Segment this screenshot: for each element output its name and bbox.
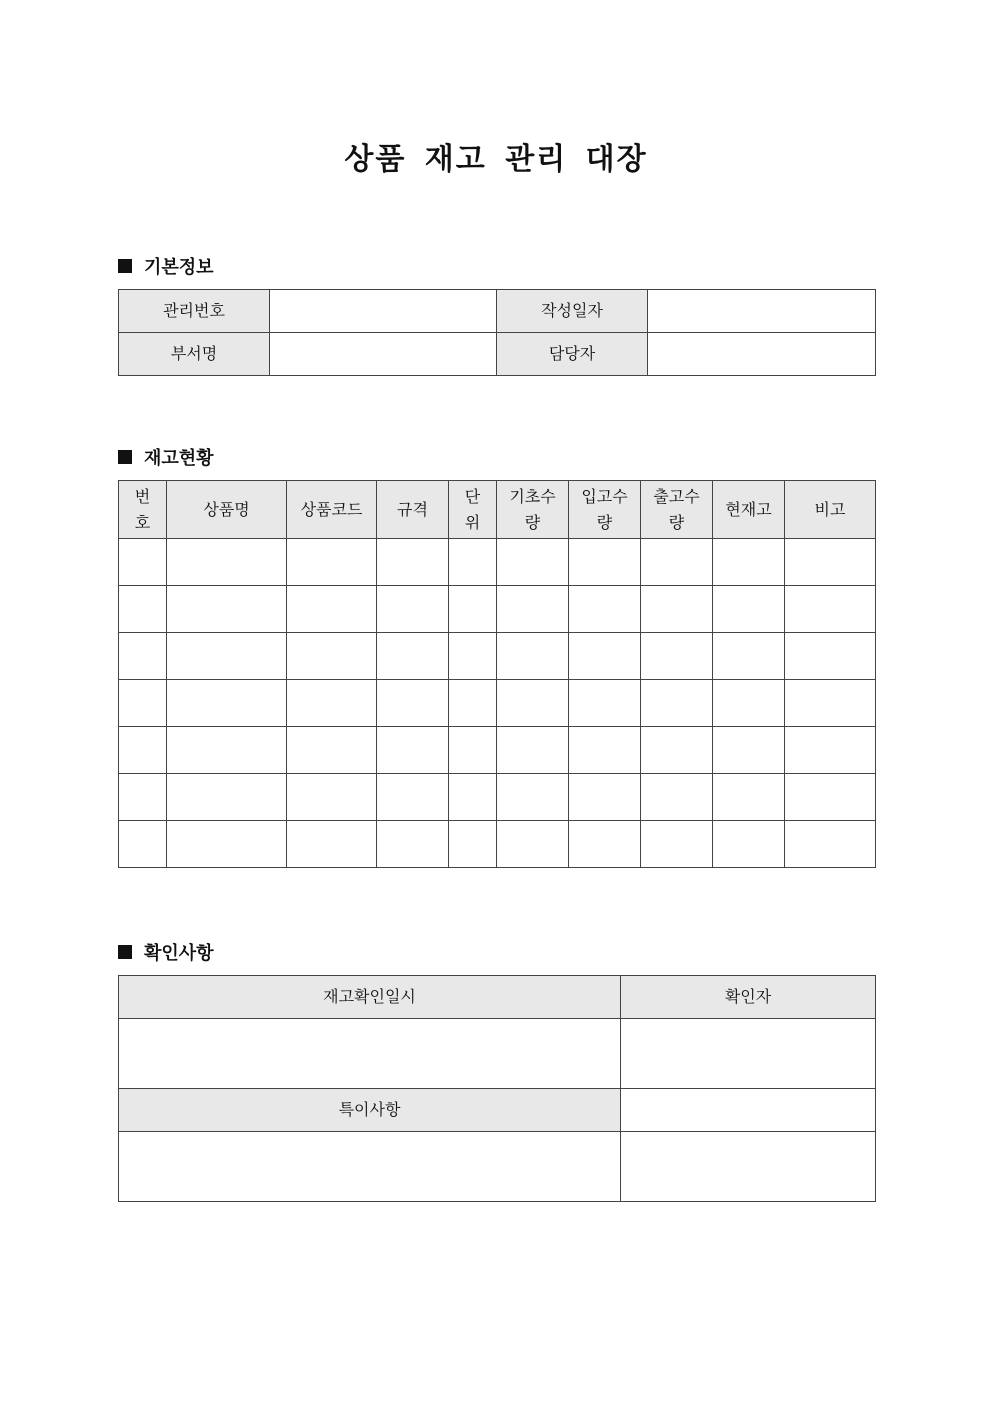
cell-opening-qty[interactable] bbox=[497, 774, 569, 821]
cell-current-stock[interactable] bbox=[713, 680, 785, 727]
table-row bbox=[119, 821, 876, 868]
field-checker[interactable] bbox=[621, 1019, 876, 1089]
field-notes-extra[interactable] bbox=[621, 1132, 876, 1202]
cell-opening-qty[interactable] bbox=[497, 539, 569, 586]
cell-product-name[interactable] bbox=[167, 680, 287, 727]
label-manager: 담당자 bbox=[497, 333, 648, 376]
col-header-unit-label: 단 위 bbox=[464, 486, 481, 532]
col-header-outbound-qty-label: 출고수 량 bbox=[653, 486, 700, 532]
cell-opening-qty[interactable] bbox=[497, 586, 569, 633]
cell-product-code[interactable] bbox=[287, 680, 377, 727]
cell-unit[interactable] bbox=[449, 821, 497, 868]
col-header-current-stock-label: 현재고 bbox=[725, 499, 772, 519]
stock-header-row bbox=[119, 481, 876, 539]
cell-outbound-qty[interactable] bbox=[641, 821, 713, 868]
col-header-inbound-qty bbox=[569, 481, 641, 539]
cell-spec[interactable] bbox=[377, 539, 449, 586]
field-department[interactable] bbox=[270, 333, 497, 376]
square-bullet-icon bbox=[118, 945, 132, 959]
cell-inbound-qty[interactable] bbox=[569, 821, 641, 868]
section-heading-basic-label: 기본정보 bbox=[144, 257, 214, 278]
cell-product-name[interactable] bbox=[167, 633, 287, 680]
stock-table-body bbox=[119, 539, 876, 868]
table-row bbox=[119, 290, 876, 333]
cell-spec[interactable] bbox=[377, 821, 449, 868]
col-header-current-stock bbox=[713, 481, 785, 539]
document-title: 상품 재고 관리 대장 bbox=[344, 142, 648, 177]
cell-inbound-qty[interactable] bbox=[569, 774, 641, 821]
col-header-unit bbox=[449, 481, 497, 539]
table-row bbox=[119, 539, 876, 586]
basic-info-table bbox=[118, 289, 876, 376]
cell-inbound-qty[interactable] bbox=[569, 680, 641, 727]
cell-spec[interactable] bbox=[377, 680, 449, 727]
cell-remarks[interactable] bbox=[785, 727, 876, 774]
label-notes: 특이사항 bbox=[119, 1089, 621, 1132]
square-bullet-icon bbox=[118, 259, 132, 273]
cell-current-stock[interactable] bbox=[713, 821, 785, 868]
cell-unit[interactable] bbox=[449, 680, 497, 727]
field-manage-no[interactable] bbox=[270, 290, 497, 333]
cell-inbound-qty[interactable] bbox=[569, 633, 641, 680]
cell-product-name[interactable] bbox=[167, 539, 287, 586]
cell-spec[interactable] bbox=[377, 774, 449, 821]
cell-unit[interactable] bbox=[449, 727, 497, 774]
cell-outbound-qty[interactable] bbox=[641, 727, 713, 774]
field-notes[interactable] bbox=[119, 1132, 621, 1202]
cell-current-stock[interactable] bbox=[713, 539, 785, 586]
table-row bbox=[119, 727, 876, 774]
cell-opening-qty[interactable] bbox=[497, 633, 569, 680]
cell-current-stock[interactable] bbox=[713, 633, 785, 680]
cell-outbound-qty[interactable] bbox=[641, 774, 713, 821]
label-manage-no: 관리번호 bbox=[119, 290, 270, 333]
field-manager[interactable] bbox=[648, 333, 876, 376]
cell-product-name[interactable] bbox=[167, 727, 287, 774]
cell-product-code[interactable] bbox=[287, 774, 377, 821]
cell-product-code[interactable] bbox=[287, 633, 377, 680]
field-notes-right[interactable] bbox=[621, 1089, 876, 1132]
section-heading-basic bbox=[118, 253, 214, 279]
table-row bbox=[119, 633, 876, 680]
label-date: 작성일자 bbox=[497, 290, 648, 333]
table-row bbox=[119, 333, 876, 376]
confirmation-table bbox=[118, 975, 876, 1202]
cell-outbound-qty[interactable] bbox=[641, 680, 713, 727]
table-row bbox=[119, 976, 876, 1019]
table-row bbox=[119, 680, 876, 727]
cell-outbound-qty[interactable] bbox=[641, 539, 713, 586]
cell-inbound-qty[interactable] bbox=[569, 539, 641, 586]
cell-inbound-qty[interactable] bbox=[569, 586, 641, 633]
cell-remarks[interactable] bbox=[785, 680, 876, 727]
col-header-spec bbox=[377, 481, 449, 539]
col-header-product-name bbox=[167, 481, 287, 539]
cell-unit[interactable] bbox=[449, 633, 497, 680]
label-department: 부서명 bbox=[119, 333, 270, 376]
cell-product-name[interactable] bbox=[167, 774, 287, 821]
col-header-no-label: 번 호 bbox=[134, 486, 151, 532]
cell-spec[interactable] bbox=[377, 633, 449, 680]
cell-no[interactable] bbox=[119, 727, 167, 774]
cell-product-name[interactable] bbox=[167, 821, 287, 868]
cell-unit[interactable] bbox=[449, 774, 497, 821]
label-checker: 확인자 bbox=[621, 976, 876, 1019]
col-header-remarks-label: 비고 bbox=[814, 499, 846, 519]
col-header-remarks bbox=[785, 481, 876, 539]
cell-remarks[interactable] bbox=[785, 539, 876, 586]
section-heading-stock-label: 재고현황 bbox=[144, 448, 214, 469]
col-header-product-code bbox=[287, 481, 377, 539]
cell-inbound-qty[interactable] bbox=[569, 727, 641, 774]
cell-product-code[interactable] bbox=[287, 586, 377, 633]
col-header-spec-label: 규격 bbox=[397, 499, 428, 519]
cell-no[interactable] bbox=[119, 586, 167, 633]
square-bullet-icon bbox=[118, 450, 132, 464]
cell-remarks[interactable] bbox=[785, 774, 876, 821]
section-heading-stock bbox=[118, 444, 214, 470]
cell-spec[interactable] bbox=[377, 727, 449, 774]
cell-unit[interactable] bbox=[449, 539, 497, 586]
cell-unit[interactable] bbox=[449, 586, 497, 633]
label-check-datetime: 재고확인일시 bbox=[119, 976, 621, 1019]
cell-outbound-qty[interactable] bbox=[641, 633, 713, 680]
cell-product-name[interactable] bbox=[167, 586, 287, 633]
col-header-no bbox=[119, 481, 167, 539]
cell-product-code[interactable] bbox=[287, 539, 377, 586]
table-row bbox=[119, 1132, 876, 1202]
stock-status-table bbox=[118, 480, 876, 868]
cell-product-code[interactable] bbox=[287, 821, 377, 868]
cell-outbound-qty[interactable] bbox=[641, 586, 713, 633]
table-row bbox=[119, 1089, 876, 1132]
cell-no[interactable] bbox=[119, 680, 167, 727]
col-header-opening-qty-label: 기초수 량 bbox=[509, 486, 556, 532]
table-row bbox=[119, 586, 876, 633]
col-header-opening-qty bbox=[497, 481, 569, 539]
cell-current-stock[interactable] bbox=[713, 586, 785, 633]
cell-remarks[interactable] bbox=[785, 586, 876, 633]
cell-opening-qty[interactable] bbox=[497, 727, 569, 774]
cell-no[interactable] bbox=[119, 539, 167, 586]
cell-no[interactable] bbox=[119, 633, 167, 680]
cell-no[interactable] bbox=[119, 821, 167, 868]
table-row bbox=[119, 774, 876, 821]
col-header-product-code-label: 상품코드 bbox=[300, 499, 363, 519]
cell-spec[interactable] bbox=[377, 586, 449, 633]
cell-current-stock[interactable] bbox=[713, 774, 785, 821]
col-header-inbound-qty-label: 입고수 량 bbox=[581, 486, 628, 532]
field-check-datetime[interactable] bbox=[119, 1019, 621, 1089]
section-heading-confirm-label: 확인사항 bbox=[144, 943, 214, 964]
table-row bbox=[119, 1019, 876, 1089]
col-header-outbound-qty bbox=[641, 481, 713, 539]
cell-remarks[interactable] bbox=[785, 633, 876, 680]
cell-opening-qty[interactable] bbox=[497, 680, 569, 727]
cell-no[interactable] bbox=[119, 774, 167, 821]
section-heading-confirm bbox=[118, 939, 214, 965]
cell-product-code[interactable] bbox=[287, 727, 377, 774]
cell-opening-qty[interactable] bbox=[497, 821, 569, 868]
cell-remarks[interactable] bbox=[785, 821, 876, 868]
col-header-product-name-label: 상품명 bbox=[203, 499, 250, 519]
field-date[interactable] bbox=[648, 290, 876, 333]
cell-current-stock[interactable] bbox=[713, 727, 785, 774]
